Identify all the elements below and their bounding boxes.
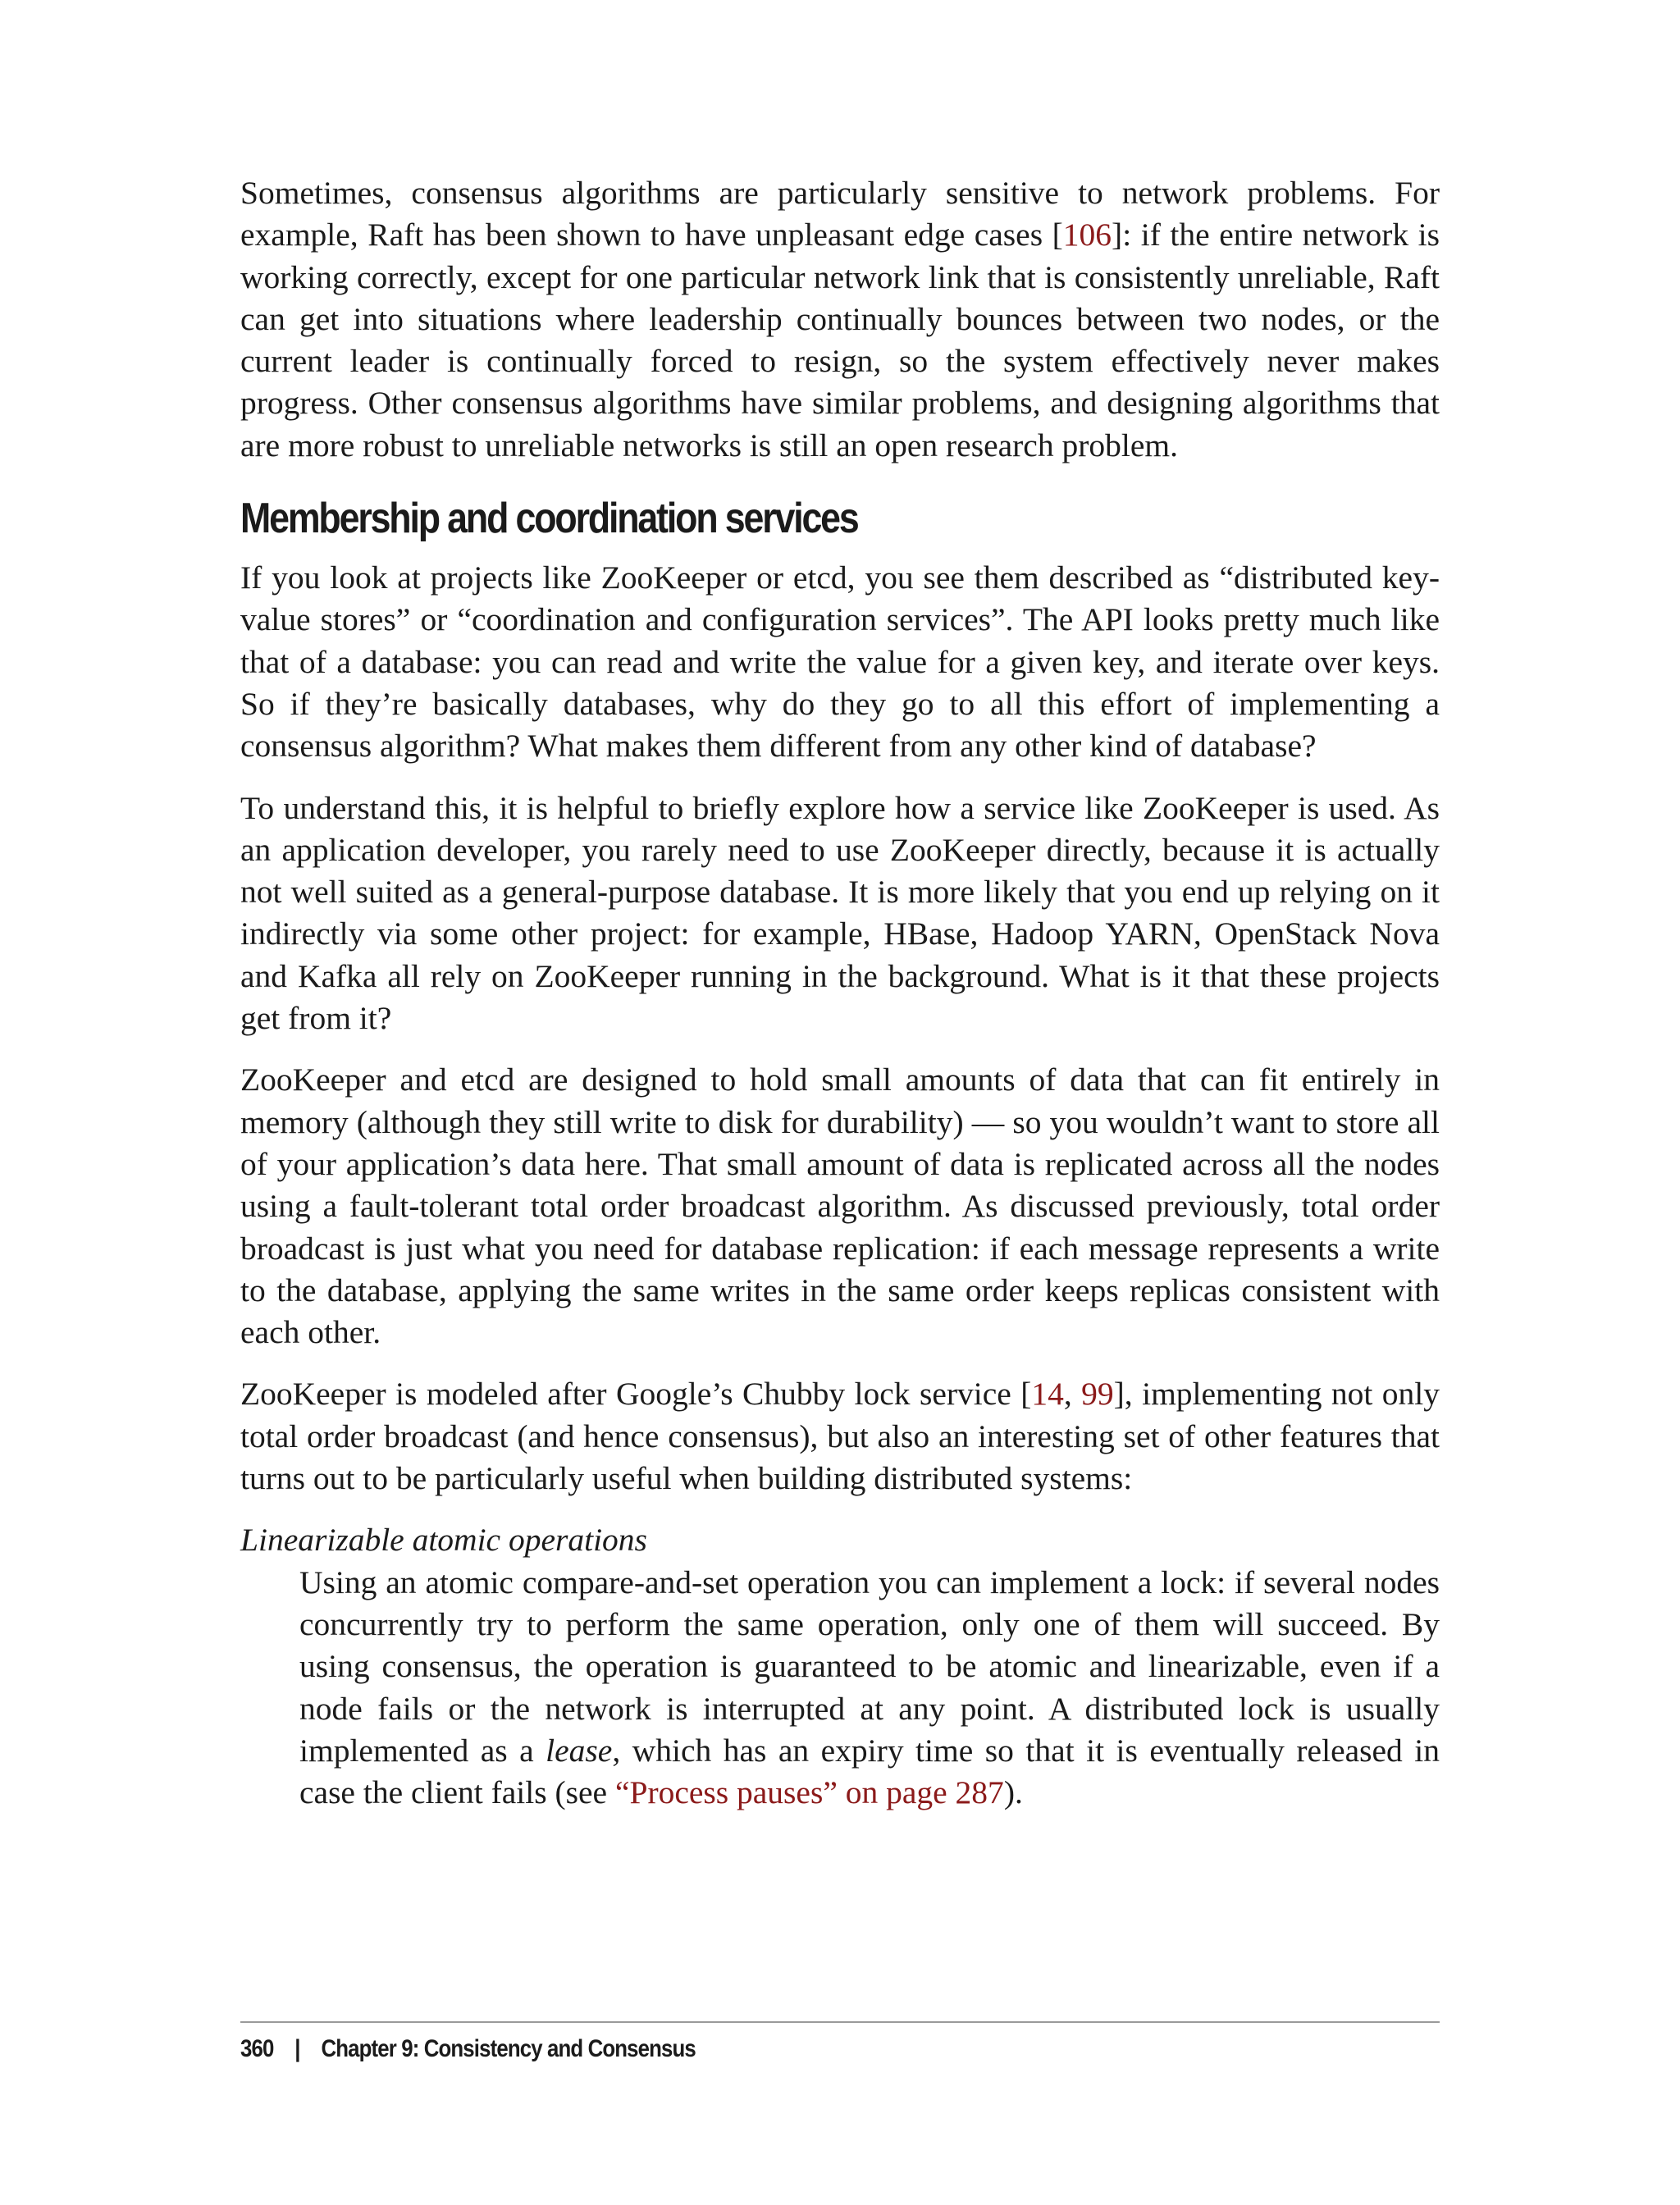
page-number: 360 (240, 2035, 274, 2062)
chubby-paragraph: ZooKeeper is modeled after Google’s Chubby lock service [14, 99], implementing not only total order broadcast (and hence consensus), but also an interesting set of other features that turns out to be particularly useful when building distributed systems: (240, 1376, 1440, 1497)
definition-term: Linearizable atomic operations (240, 1522, 647, 1559)
paragraph: If you look at projects like ZooKeeper or etcd, you see them described as “distributed key-value stores” or “coordination and configuration services”. The API looks pretty much like that of a database: you can read and write the value for a given key, and iterate over keys. So if they’re basically databases, why do they go to all this effort of implementing a consensus algorithm? What makes them different from any other kind of database? (240, 559, 1440, 765)
paragraph: To understand this, it is helpful to briefly explore how a service like ZooKeeper is used. As an application developer, you rarely need to use ZooKeeper directly, because it is actually not well suited as a general-purpose database. It is more likely that you end up relying on it indirectly via some other project: for example, HBase, Hadoop YARN, OpenStack Nova and Kafka all rely on ZooKeeper running in the background. What is it that these projects get from it? (240, 789, 1440, 1037)
footer-rule (240, 2021, 1440, 2023)
page-footer (240, 2033, 696, 2066)
citation-link[interactable]: 99 (1081, 1376, 1114, 1413)
cross-reference-link[interactable]: “Process pauses” on page 287 (614, 1774, 1004, 1811)
chapter-title: Chapter 9: Consistency and Consensus (321, 2035, 696, 2062)
citation-link[interactable]: 106 (1062, 217, 1112, 253)
paragraph: ZooKeeper and etcd are designed to hold small amounts of data that can fit entirely in memory (although they still write to disk for durability) — so you wouldn’t want to store all of your application’s data here. That small amount of data is replicated across all the nodes using a fault-tolerant total order broadcast algorithm. As discussed previously, total order broadcast is just what you need for database replication: if each message represents a write to the database, applying the same writes in the same order keeps replicas consistent with each other. (240, 1061, 1440, 1351)
page-body (240, 172, 1440, 1833)
footer-separator: | (294, 2035, 300, 2062)
section-heading: Membership and coordination services (240, 495, 858, 543)
intro-paragraph: Sometimes, consensus algorithms are particularly sensitive to network problems. For example, Raft has been shown to have unpleasant edge cases [106]: if the entire network is working correctly, except for one particular network link that is consistently unreliable, Raft can get into situations where leadership continually bounces between two nodes, or the current leader is continually forced to resign, so the system effectively never makes progress. Other consensus algorithms have similar problems, and designing algorithms that are more robust to unreliable networks is still an open research problem. (240, 175, 1440, 463)
citation-link[interactable]: 14 (1031, 1376, 1064, 1413)
definition-body: Using an atomic compare-and-set operation you can implement a lock: if several nodes concurrently try to perform the same operation, only one of them will succeed. By using consensus, the operation is guaranteed to be atomic and linearizable, even if a node fails or the network is interrupted at any point. A distributed lock is usually implemented as a lease, which has an expiry time so that it is eventually released in case the client fails (see “Process pauses” on page 287). (299, 1564, 1440, 1811)
emphasis-term: lease (546, 1732, 613, 1769)
